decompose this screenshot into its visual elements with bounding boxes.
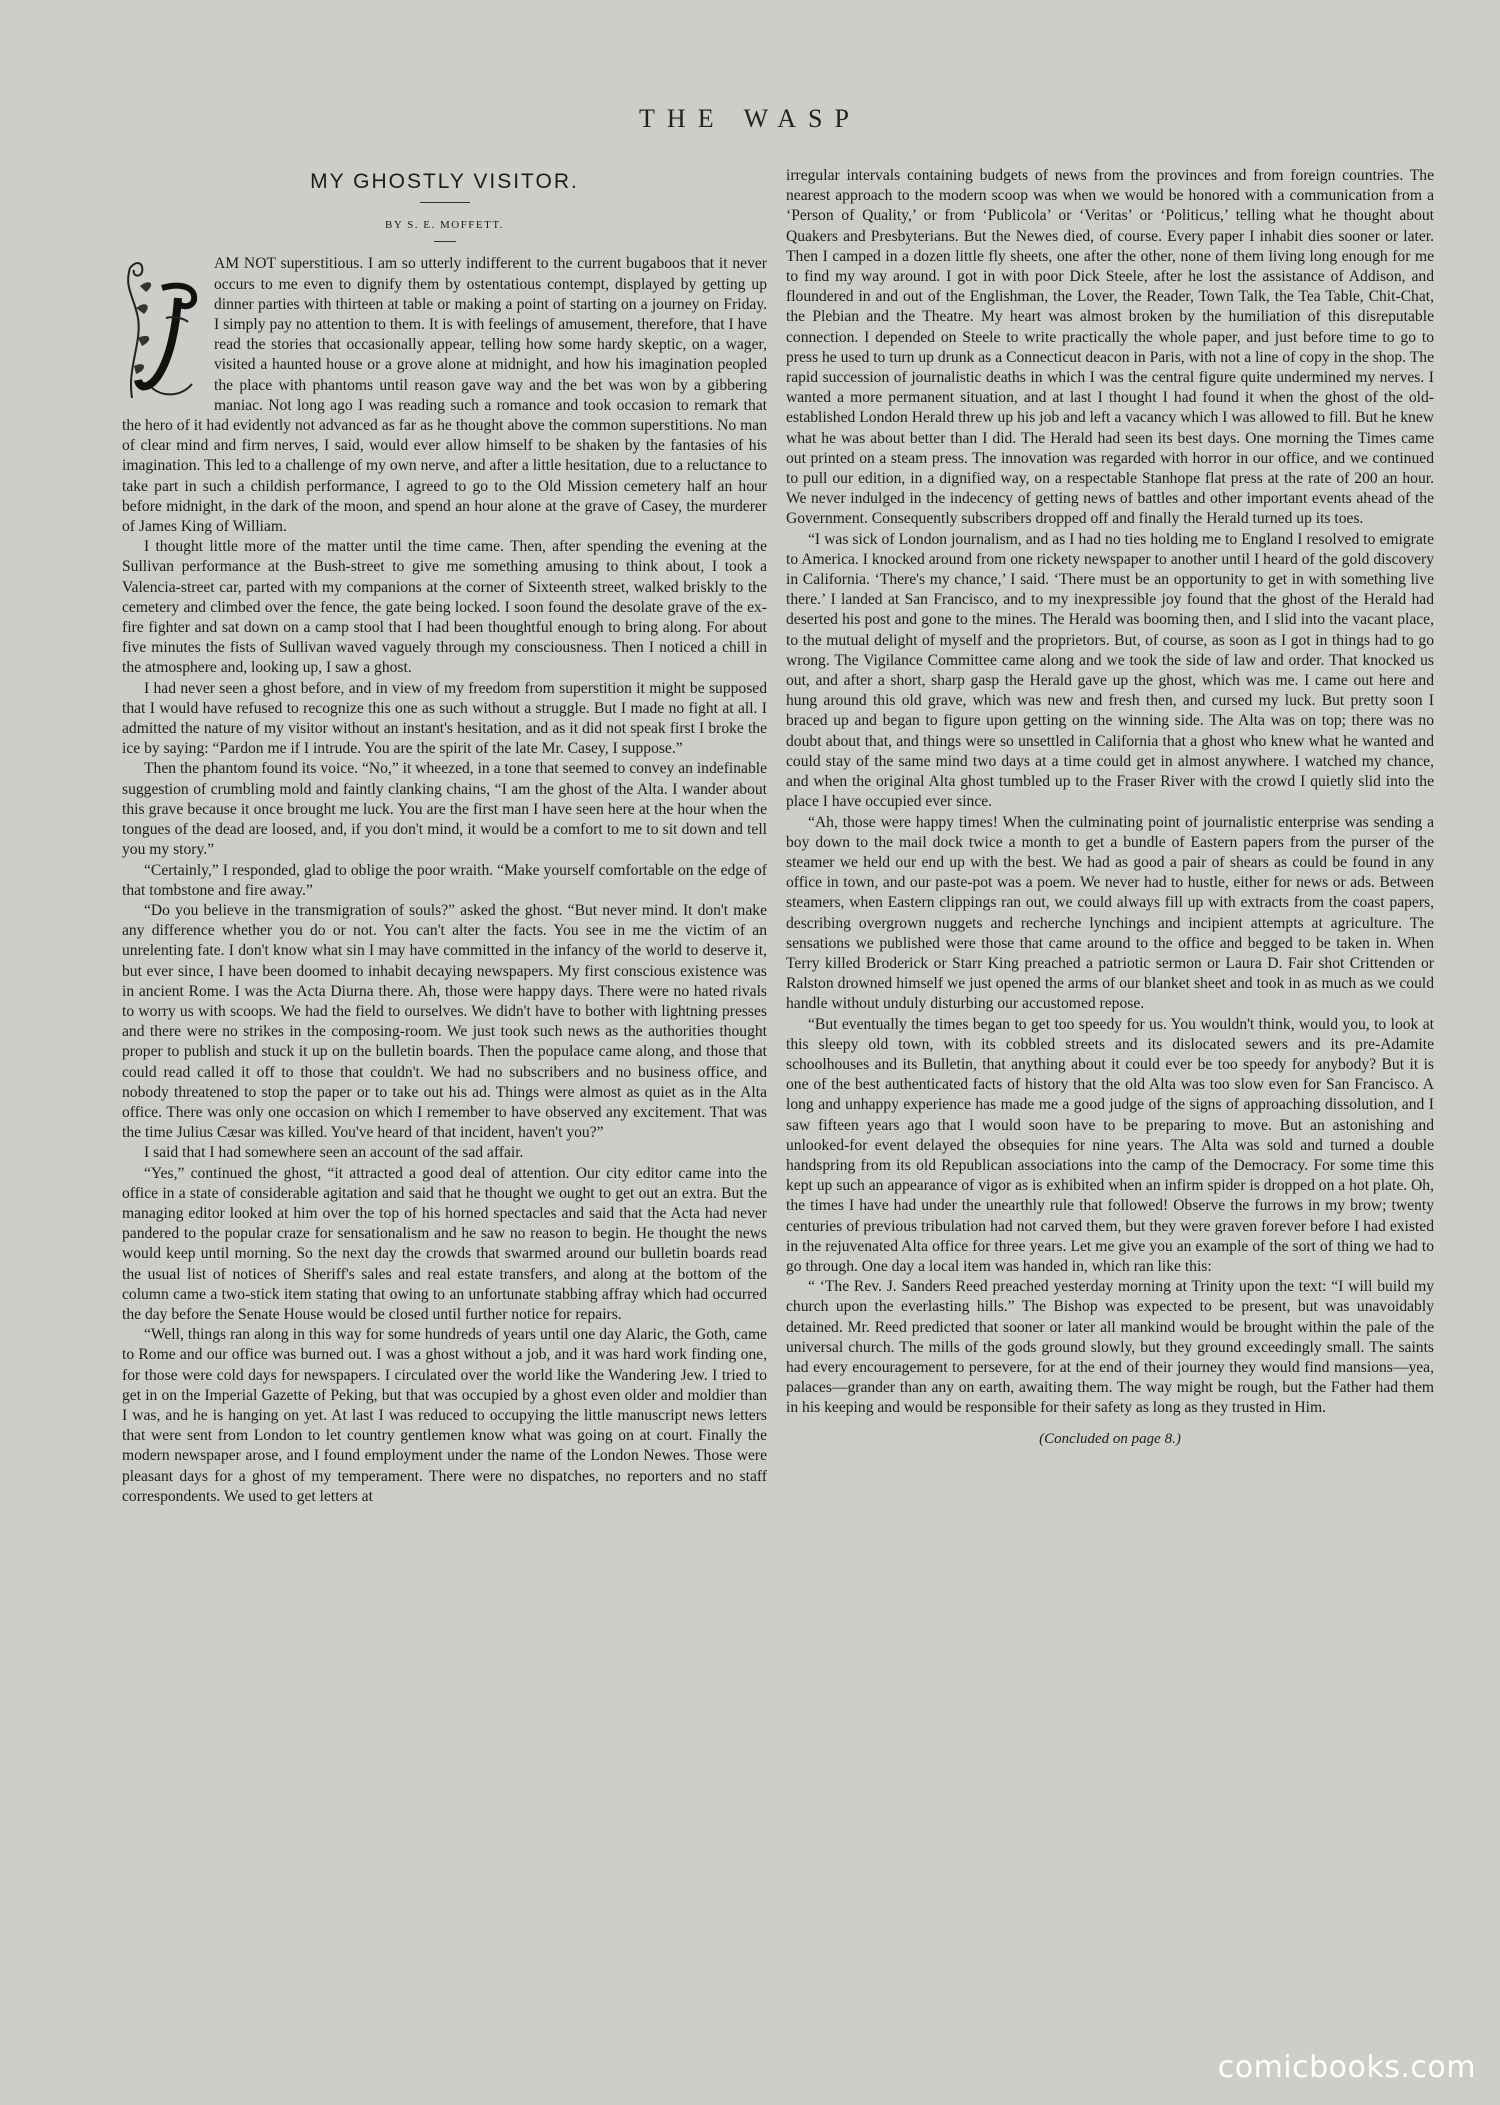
paragraph: “Well, things ran along in this way for some hundreds of years until one day Alaric, the Goth, came to Rome and our office was burned out. I was a ghost without a job, and it was hard work finding one, for those were cold days for newspapers. I circulated over the world like the Wandering Jew. I tried to get in on the Imperial Gazette of Peking, but that was occupied by a ghost even older and moldier than I was, and he is hanging on yet. At last I was reduced to occupying the little manuscript news letters that were sent from London to let country gentlemen know what was going on at court. Finally the modern newspaper arose, and I found employment under the name of the London Newes. Those were pleasant days for a ghost of my temperament. There were no dispatches, no reporters and no staff correspondents. We used to get letters at xyxy=(122,1326,767,1505)
continued-note: (Concluded on page 8.) xyxy=(1039,1430,1181,1447)
paragraph: Then the phantom found its voice. “No,” it wheezed, in a tone that seemed to convey an indefinable suggestion of crumbling mold and faintly clanking chains, “I am the ghost of the Alta. I wander about this grave because it once brought me luck. You are the first man I have seen here at the hour when the tongues of the dead are loosed, and, if you don't mind, it would be a comfort to me to sit down and tell you my story.” xyxy=(122,760,767,859)
column-right xyxy=(786,166,1434,1449)
paragraph: I had never seen a ghost before, and in view of my freedom from superstition it might be supposed that I would have refused to recognize this one as such without a struggle. But I made no fight at all. I admitted the nature of my visitor without an instant's hesitation, and as it did not speak first I broke the ice by saying: “Pardon me if I intrude. You are the spirit of the late Mr. Casey, I suppose.” xyxy=(122,679,767,758)
paragraph: “Do you believe in the transmigration of souls?” asked the ghost. “But never mind. It don't make any difference whether you do or not. You can't alter the facts. You see in me the victim of an unrelenting fate. I don't know what sin I may have committed in the infancy of the world to deserve it, but ever since, I have been doomed to inhabit decaying newspapers. My first conscious existence was in ancient Rome. I was the Acta Diurna there. Ah, those were happy days. There were no hated rivals to worry us with scoops. We had the field to ourselves. We didn't have to bother with lightning presses and there were no strikes in the composing-room. We just took such news as the authorities thought proper to publish and stuck it up on the bulletin boards. Then the populace came along, and those that could read called it off to those that couldn't. We had no subscribers and no business office, and nobody threatened to stop the paper or to take out his ad. Things were almost as quiet as in the Alta office. There was only one occasion on which I remember to have observed any excitement. That was the time Julius Cæsar was killed. You've heard of that incident, haven't you?” xyxy=(122,901,767,1142)
paragraph: “Ah, those were happy times! When the culminating point of journalistic enterprise was sending a boy down to the mail dock twice a month to get a bundle of Eastern papers from the purser of the steamer we held our end up with the best. We had as good a pair of shears as could be found in any office in town, and our paste-pot was a poem. We never had to hustle, either for news or ads. Between steamers, when Eastern clippings ran out, we could always fill up with extracts from the coast papers, describing overgrown nuggets and recherche lynchings and incipient attempts at agriculture. The sensations we published were those that came around to the office and begged to be taken in. When Terry killed Broderick or Starr King preached a patriotic sermon or Laura D. Fair shot Crittenden or Ralston drowned himself we just opened the arms of our blanket sheet and took in as much as we could handle without unduly disturbing our accustomed repose. xyxy=(786,813,1434,1013)
paragraph: I thought little more of the matter until the time came. Then, after spending the evening at the Sullivan performance at the Bush-street to give me something amusing to think about, I took a Valencia-street car, parted with my companions at the corner of Sixteenth street, walked briskly to the cemetery and climbed over the fence, the gate being locked. I soon found the desolate grave of the ex-fire fighter and sat down on a camp stool that I had been thoughtful enough to bring along. For about five minutes the fists of Sullivan waved vaguely through my consciousness. Then I noticed a chill in the atmosphere and, looking up, I saw a ghost. xyxy=(122,538,767,677)
paragraph: “Yes,” continued the ghost, “it attracted a good deal of attention. Our city editor came into the office in a state of considerable agitation and said that he thought we ought to get out an extra. But the managing editor looked at him over the top of his horned spectacles and said that the Acta had never pandered to the popular craze for sensationalism and he saw no reason to begin. He thought the news would keep until morning. So the next day the crowds that swarmed around our bulletin boards read the usual list of notices of Sheriff's sales and real estate transfers, and along at the bottom of the column came a two-stick item stating that owing to an unfortunate stabbing affray which had occurred the day before the Senate House would be closed until further notice for repairs. xyxy=(122,1164,767,1323)
byline: BY S. E. MOFFETT. xyxy=(384,219,504,232)
masthead: THE WASP xyxy=(639,104,861,133)
watermark-text: comicbooks.com xyxy=(1217,2050,1476,2085)
drop-cap-i-ornament-icon xyxy=(122,248,204,406)
column-left xyxy=(122,164,767,1507)
paragraph: “I was sick of London journalism, and as I had no ties holding me to England I resolved to emigrate to America. I knocked around from one rickety newspaper to another until I heard of the gold discovery in California. ‘There's my chance,’ I said. ‘There must be an opportunity to get in with something live there.’ I landed at San Francisco, and to my inexpressible joy found that the ghost of the Herald had deserted his post and gone to the mines. The Herald was booming then, and I slid into the vacant place, to the mutual delight of myself and the proprietors. But, of course, as soon as I got in things had to go wrong. The Vigilance Committee came along and we took the side of law and order. That knocked us out, and after a short, sharp gasp the Herald gave up the ghost, which was me. I came out here and hung around this old grave, which was new and fresh then, and cursed my luck. But pretty soon I braced up and began to figure upon getting on the winning side. The Alta was on top; there was no doubt about that, and things were so unsettled in California that a ghost who knew what he wanted and could stay of the same mind two days at a time could get in almost anywhere. I watched my chance, and when the original Alta ghost tumbled up to the Fraser River with the crowd I quietly slid into the place I have occupied ever since. xyxy=(786,530,1434,811)
byline-rule xyxy=(434,241,456,242)
paragraph: irregular intervals containing budgets of news from the provinces and from foreign countries. The nearest approach to the modern scoop was when we would be honored with a communication from a ‘Person of Quality,’ or from ‘Publicola’ or ‘Veritas’ or ‘Politicus,’ telling what he thought about Quakers and Presbyterians. But the Newes died, of course. Every paper I inhabit dies sooner or later. Then I camped in a dozen little fly sheets, one after the other, none of them living long enough for me to find my way around. I got in with poor Dick Steele, after he lost the assistance of Addison, and floundered in and out of the Englishman, the Lover, the Reader, Town Talk, the Tea Table, Chit-Chat, the Plebian and the Theatre. My heart was almost broken by the humiliation of this disreputable connection. I depended on Steele to write practically the whole paper, and just before time to go to press he used to turn up drunk as a Connecticut deacon in Paris, with not a line of copy in the shop. The rapid succession of journalistic deaths in which I was the central figure quite undermined my nerves. I wanted a more permanent situation, and at last I thought I had found it when the ghost of the old-established London Herald threw up his job and left a vacancy which I was allowed to fill. But he knew what he was about better than I did. The Herald had seen its best days. One morning the Times came out printed on a steam press. The innovation was regarded with horror in our office, and we continued to pull our edition, in a dignified way, on a respectable Stanhope flat press at the rate of 200 an hour. We never indulged in the indecency of getting news of battles and other important events ahead of the Government. Consequently subscribers dropped off and finally the Herald turned up its toes. xyxy=(786,167,1434,528)
title-rule xyxy=(420,202,470,203)
paragraph: I said that I had somewhere seen an account of the sad affair. xyxy=(144,1144,524,1162)
article-title: MY GHOSTLY VISITOR. xyxy=(310,170,579,193)
paragraph: “ ‘The Rev. J. Sanders Reed preached yesterday morning at Trinity upon the text: “I will build my church upon the everlasting hills.” The Bishop was expected to be present, but was unavoidably detained. Mr. Reed predicted that sooner or later all mankind would be brought within the pale of the universal church. The mills of the gods ground slowly, but they ground exceedingly small. The saints had every encouragement to persevere, for at the end of their journey they would find mansions—yea, palaces—grander than any on earth, awaiting them. The way might be rough, but the Father had them in his keeping and would be responsible for their safety as long as they trusted in Him. xyxy=(786,1278,1434,1417)
paragraph: “Certainly,” I responded, glad to oblige the poor wraith. “Make yourself comfortable on the edge of that tombstone and fire away.” xyxy=(122,861,767,899)
paragraph: AM NOT superstitious. I am so utterly indifferent to the current bugaboos that it never occurs to me even to dignify them by ostentatious contempt, displayed by getting up dinner parties with thirteen at table or making a point of starting on a journey on Friday. I simply pay no attention to them. It is with feelings of amusement, therefore, that I have read the stories that occasionally appear, telling how some hardy skeptic, on a wager, visited a haunted house or a grove alone at midnight, and how his imagination peopled the place with phantoms until reason gave way and the bet was won by a gibbering maniac. Not long ago I was reading such a romance and took occasion to remark that the hero of it had evidently not advanced as far as he thought above the common superstitions. No man of clear mind and firm nerves, I said, would ever allow himself to be shaken by the fantasies of his imagination. This led to a challenge of my own nerve, and after a little hesitation, due to a reluctance to take part in such a childish performance, I agreed to go to the Old Mission cemetery half an hour before midnight, in the dark of the moon, and spend an hour alone at the grave of Casey, the murderer of James King of William. xyxy=(122,255,767,536)
paragraph: “But eventually the times began to get too speedy for us. You wouldn't think, would you, to look at this sleepy old town, with its cobbled streets and its dislocated sewers and its pre-Adamite schoolhouses and its Bulletin, that anything about it could ever be too speedy for anybody? But it is one of the best authenticated facts of history that the old Alta was too slow even for San Francisco. A long and unhappy experience has made me a good judge of the signs of approaching dissolution, and I saw fifteen years ago that I would soon have to be preparing to move. But an astonishing and unlooked-for event delayed the obsequies for nine years. The Alta was sold and turned a double handspring from its old Republican associations into the camp of the Democracy. For some time this kept up such an appearance of vigor as is exhibited when an infirm spider is dropped on a hot plate. Oh, the times I have had under the unearthly rule that followed! Observe the furrows in my brow; twenty centuries of previous tribulation had not carved them, but they were graven forever before I had existed in the rejuvenated Alta office for three years. Let me give you an example of the sort of thing we had to go through. One day a local item was handed in, which ran like this: xyxy=(786,1015,1434,1275)
